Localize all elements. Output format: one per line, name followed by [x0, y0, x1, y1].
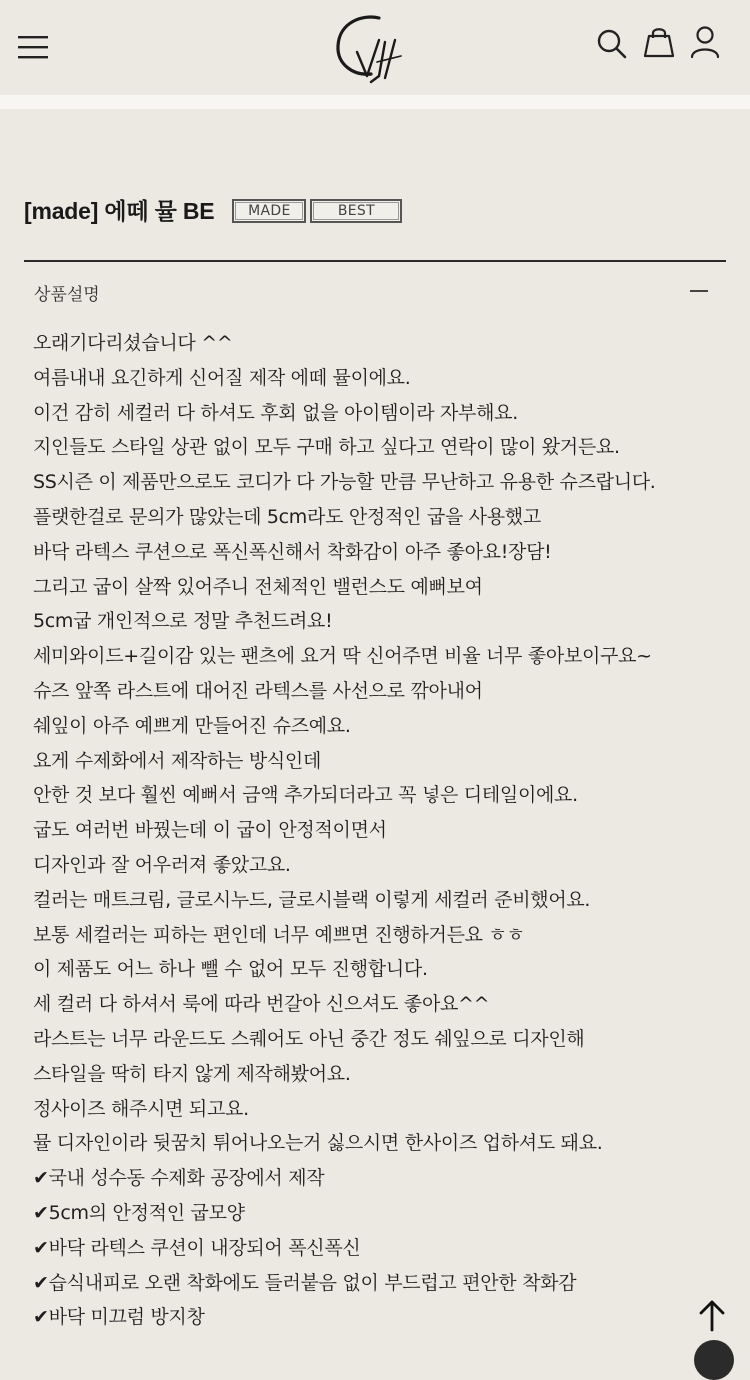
description-line: 굽도 여러번 바꿨는데 이 굽이 안정적이면서 — [33, 819, 387, 842]
description-line: 이건 감히 세컬러 다 하셔도 후회 없을 아이템이라 자부해요. — [33, 401, 518, 424]
cyy-monogram-logo[interactable] — [333, 12, 415, 84]
header-bottom-strip — [0, 95, 750, 109]
product-badges — [232, 199, 406, 223]
search-icon[interactable] — [596, 28, 628, 60]
description-line: 세 컬러 다 하셔서 룩에 따라 번갈아 신으셔도 좋아요^^ — [33, 993, 490, 1016]
description-line: 쉐잎이 아주 예쁘게 만들어진 슈즈예요. — [33, 714, 351, 737]
description-line: 안한 것 보다 훨씬 예뻐서 금액 추가되더라고 꼭 넣은 디테일이에요. — [33, 784, 578, 807]
description-line: 라스트는 너무 라운드도 스퀘어도 아닌 중간 정도 쉐잎으로 디자인해 — [33, 1027, 585, 1050]
product-title: [made] 에떼 뮬 BE — [24, 197, 215, 224]
hamburger-menu-icon[interactable] — [18, 33, 48, 61]
description-line: ✔국내 성수동 수제화 공장에서 제작 — [33, 1167, 325, 1190]
description-line: 보통 세컬러는 피하는 편인데 너무 예쁘면 진행하거든요 ㅎㅎ — [33, 923, 525, 946]
description-line: 그리고 굽이 살짝 있어주니 전체적인 밸런스도 예뻐보여 — [33, 575, 483, 598]
description-line: 슈즈 앞쪽 라스트에 대어진 라텍스를 사선으로 깎아내어 — [33, 679, 483, 702]
description-line: 정사이즈 해주시면 되고요. — [33, 1097, 249, 1120]
description-line: 여름내내 요긴하게 신어질 제작 에떼 뮬이에요. — [33, 366, 411, 389]
arrow-up-icon[interactable] — [697, 1298, 727, 1332]
site-header — [0, 0, 750, 95]
description-line: 플랫한걸로 문의가 많았는데 5cm라도 안정적인 굽을 사용했고 — [33, 505, 541, 528]
description-line: ✔5cm의 안정적인 굽모양 — [33, 1201, 245, 1224]
description-line: 디자인과 잘 어우러져 좋았고요. — [33, 853, 291, 876]
description-line: 요게 수제화에서 제작하는 방식인데 — [33, 749, 322, 772]
product-description — [33, 326, 733, 1335]
description-line: SS시즌 이 제품만으로도 코디가 다 가능할 만큼 무난하고 유용한 슈즈랍니다. — [33, 471, 656, 494]
floating-chat-button[interactable] — [694, 1340, 734, 1380]
description-line: 뮬 디자인이라 뒷꿈치 튀어나오는거 싫으시면 한사이즈 업하셔도 돼요. — [33, 1132, 603, 1155]
section-divider — [24, 260, 726, 262]
product-title-row — [24, 192, 406, 226]
description-line: ✔바닥 미끄럼 방지창 — [33, 1306, 205, 1329]
minus-icon[interactable] — [690, 290, 708, 292]
description-line: ✔습식내피로 오랜 착화에도 들러붙음 없이 부드럽고 편안한 착화감 — [33, 1271, 577, 1294]
product-description-accordion-header[interactable] — [24, 270, 726, 314]
description-line: 오래기다리셨습니다 ^^ — [33, 332, 233, 354]
description-line: 이 제품도 어느 하나 뺄 수 없어 모두 진행합니다. — [33, 958, 428, 981]
description-line: 바닥 라텍스 쿠션으로 폭신폭신해서 착화감이 아주 좋아요!장담! — [33, 540, 552, 563]
section-title: 상품설명 — [34, 285, 100, 305]
user-icon[interactable] — [690, 25, 720, 59]
description-line: 세미와이드+길이감 있는 팬츠에 요거 딱 신어주면 비율 너무 좋아보이구요~ — [33, 645, 652, 668]
description-line: 5cm굽 개인적으로 정말 추천드려요! — [33, 610, 333, 633]
made-badge: MADE — [232, 199, 306, 223]
description-line: 컬러는 매트크림, 글로시누드, 글로시블랙 이렇게 세컬러 준비했어요. — [33, 888, 591, 911]
description-line: ✔바닥 라텍스 쿠션이 내장되어 폭신폭신 — [33, 1236, 361, 1259]
shopping-bag-icon[interactable] — [642, 25, 676, 59]
description-line: 스타일을 딱히 타지 않게 제작해봤어요. — [33, 1062, 351, 1085]
description-line: 지인들도 스타일 상관 없이 모두 구매 하고 싶다고 연락이 많이 왔거든요. — [33, 436, 620, 459]
best-badge: BEST — [310, 199, 402, 223]
